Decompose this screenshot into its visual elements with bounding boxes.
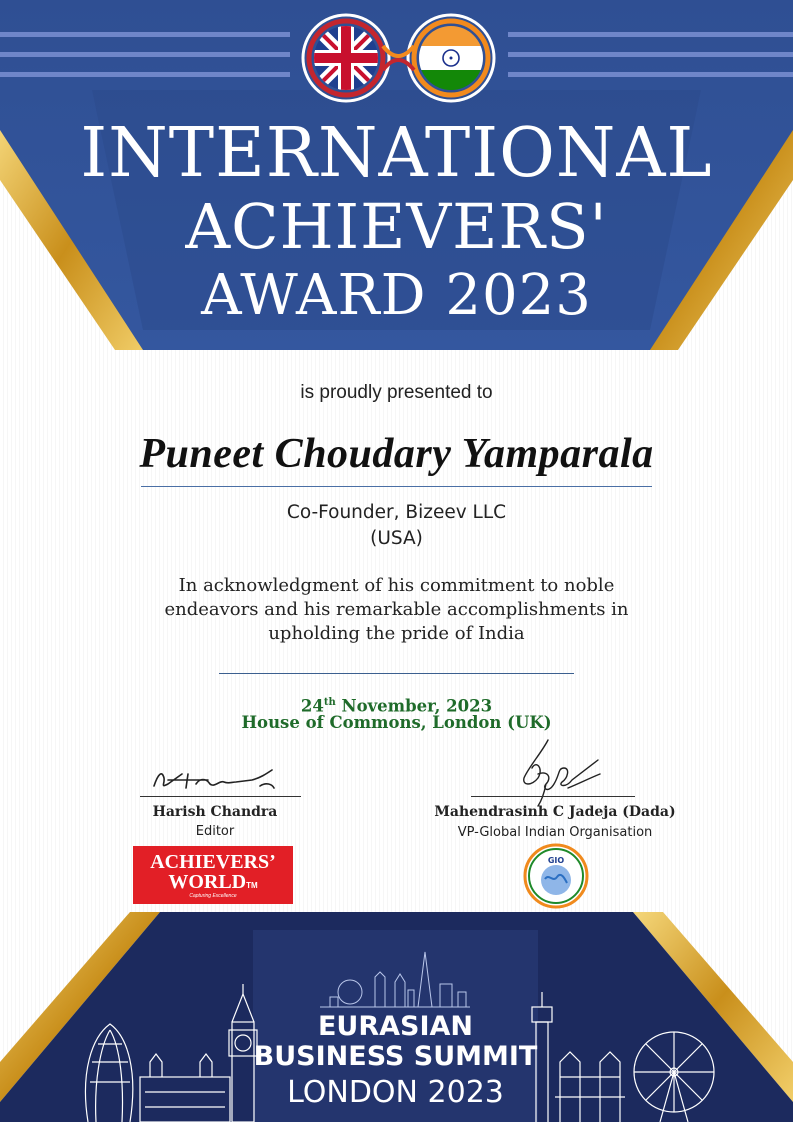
presented-to-text: is proudly presented to (300, 382, 493, 403)
date-rest: November, 2023 (335, 696, 493, 716)
achievers-world-logo (133, 846, 293, 904)
achievers-world-tagline: Capturing Excellence (189, 893, 237, 899)
signature-right (508, 738, 608, 808)
acknowledgment-line: In acknowledgment of his commitment to noble (178, 575, 615, 596)
event-title-line3: LONDON 2023 (287, 1075, 504, 1110)
signatory-name-left: Harish Chandra (152, 804, 278, 820)
signatory-title-left: Editor (195, 824, 235, 839)
signatory-title-right: VP-Global Indian Organisation (457, 825, 653, 840)
signatory-name-right: Mahendrasinh C Jadeja (Dada) (434, 804, 676, 820)
date-day: 24 (300, 696, 324, 716)
award-venue: House of Commons, London (UK) (241, 713, 552, 732)
achievers-world-line1: ACHIEVERS’ (150, 851, 276, 873)
signature-left (148, 760, 288, 796)
recipient-role-block (0, 500, 793, 552)
gio-logo (523, 843, 589, 909)
signature-line-left (140, 796, 301, 797)
title-line-1: INTERNATIONAL (80, 114, 713, 193)
acknowledgment-line: endeavors and his remarkable accomplishments in (164, 599, 629, 620)
title-line-3: AWARD 2023 (201, 263, 592, 328)
event-title-line1: EURASIAN (317, 1011, 474, 1042)
name-underline (141, 486, 652, 487)
acknowledgment-text (120, 574, 673, 646)
achievers-world-word: WORLD (168, 871, 247, 893)
recipient-name: Puneet Choudary Yamparala (139, 431, 654, 477)
recipient-country: (USA) (370, 528, 423, 549)
signature-line-right (471, 796, 635, 797)
trademark-mark: TM (246, 881, 258, 890)
gio-label: GIO (547, 856, 565, 865)
recipient-role: Co-Founder, Bizeev LLC (286, 502, 507, 523)
title-line-2: ACHIEVERS' (185, 190, 608, 263)
divider (219, 673, 574, 674)
date-suffix: th (323, 697, 336, 708)
acknowledgment-line: upholding the pride of India (268, 623, 525, 644)
event-title-line2: BUSINESS SUMMIT (253, 1041, 538, 1072)
